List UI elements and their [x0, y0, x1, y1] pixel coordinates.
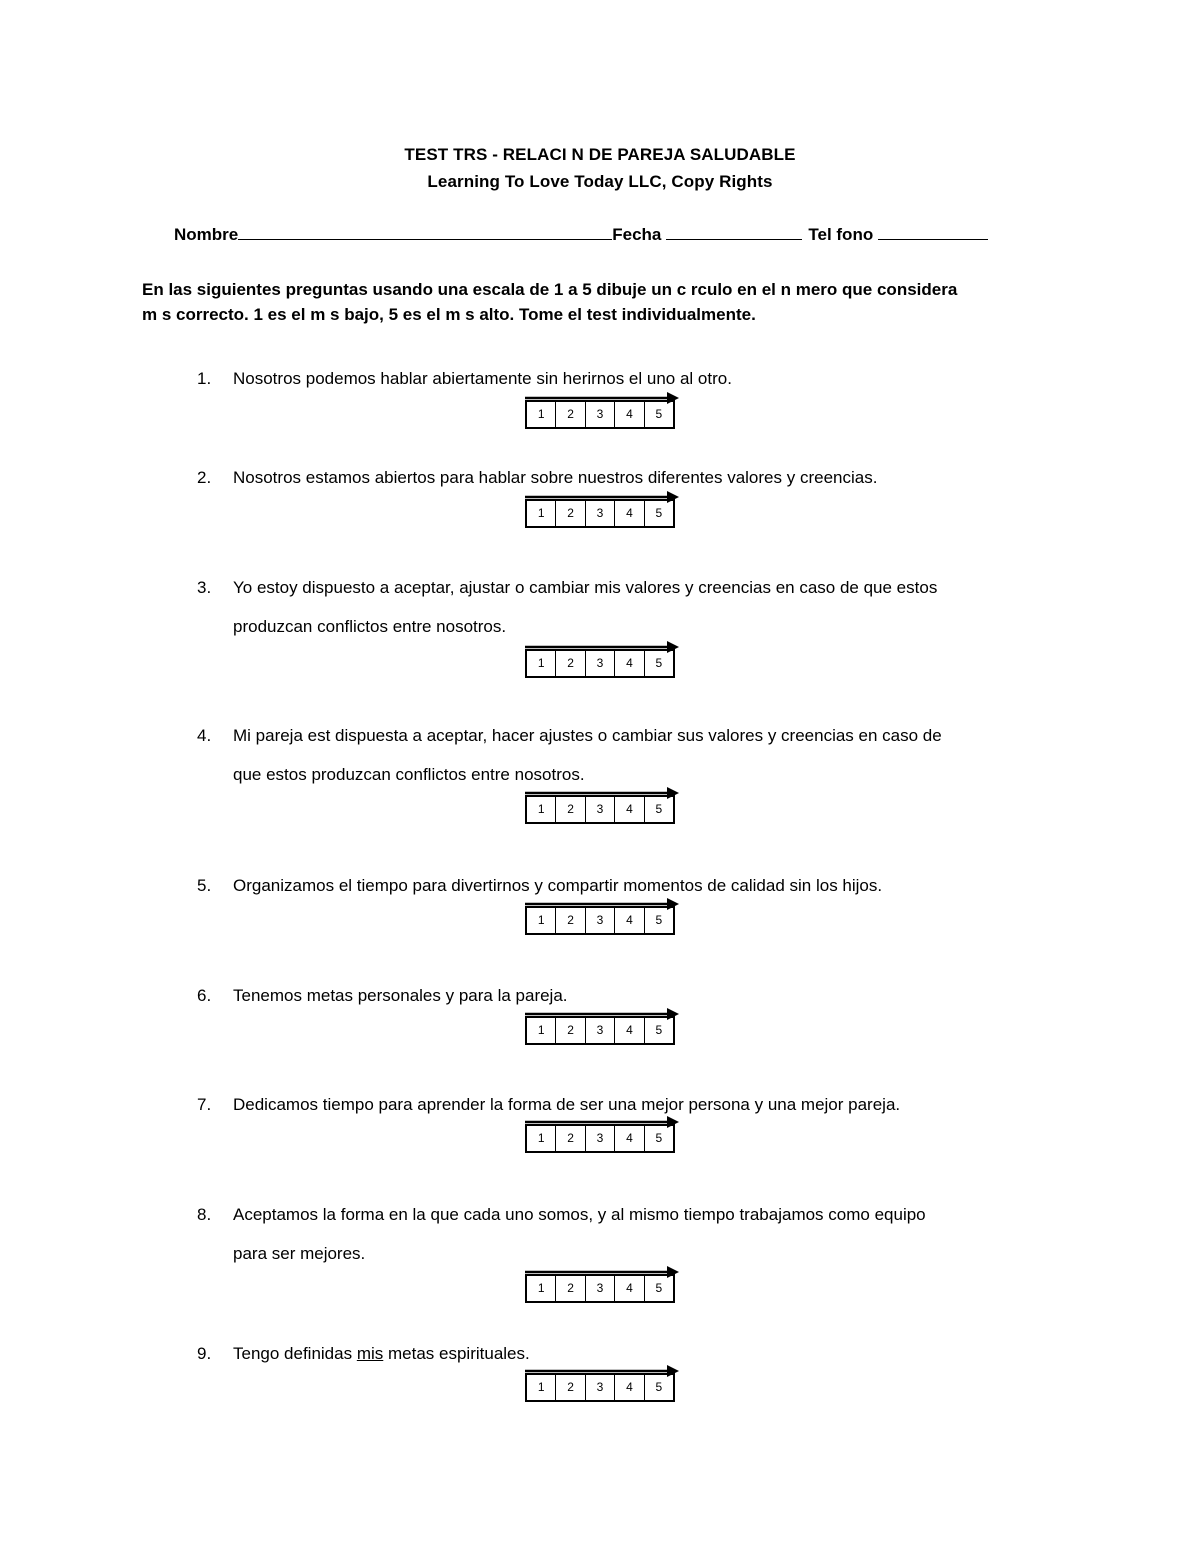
page-subtitle: Learning To Love Today LLC, Copy Rights [427, 172, 773, 191]
question-text: Nosotros podemos hablar abiertamente sin herirnos el uno al otro. [233, 369, 732, 388]
rating-option[interactable]: 2 [556, 797, 585, 822]
question-number: 4. [197, 726, 212, 745]
rating-scale [525, 491, 679, 533]
question-text: Aceptamos la forma en la que cada uno somos, y al mismo tiempo trabajamos como equipo [233, 1205, 926, 1224]
rating-option[interactable]: 3 [586, 908, 615, 933]
rating-option[interactable]: 3 [586, 1018, 615, 1043]
rating-option[interactable]: 2 [556, 1375, 585, 1400]
rating-option[interactable]: 1 [527, 402, 556, 427]
question-text-underlined: mis [356, 1344, 384, 1363]
rating-option[interactable]: 4 [615, 402, 644, 427]
rating-scale [525, 1266, 679, 1308]
rating-option[interactable]: 3 [586, 797, 615, 822]
rating-option[interactable]: 1 [527, 1276, 556, 1301]
rating-scale [525, 1008, 679, 1050]
rating-scale [525, 641, 679, 683]
question-number: 8. [197, 1205, 212, 1224]
rating-scale [525, 1116, 679, 1158]
question-text-part: Tengo definidas [233, 1344, 357, 1363]
rating-option[interactable]: 1 [527, 797, 556, 822]
rating-option[interactable]: 5 [655, 1281, 663, 1295]
instructions [142, 277, 1052, 327]
question-text-continued: que estos produzcan conflictos entre nosotros. [233, 765, 585, 784]
rating-option[interactable]: 2 [556, 1018, 585, 1043]
rating-option[interactable]: 2 [556, 501, 585, 526]
question-text: Yo estoy dispuesto a aceptar, ajustar o cambiar mis valores y creencias en caso de que estos [233, 578, 938, 597]
question-text: Nosotros estamos abiertos para hablar sobre nuestros diferentes valores y creencias. [233, 468, 878, 487]
rating-option[interactable]: 3 [586, 402, 615, 427]
rating-option[interactable]: 1 [527, 651, 556, 676]
rating-scale [525, 1365, 679, 1407]
rating-option[interactable]: 4 [615, 1276, 644, 1301]
rating-option[interactable]: 3 [586, 501, 615, 526]
rating-option[interactable]: 2 [556, 1276, 585, 1301]
rating-option[interactable]: 1 [527, 908, 556, 933]
rating-option[interactable]: 4 [615, 1018, 644, 1043]
question-text: Mi pareja est dispuesta a aceptar, hacer ajustes o cambiar sus valores y creencias en caso de [233, 726, 942, 745]
phone-label: Tel fono [808, 225, 874, 244]
rating-option[interactable]: 4 [615, 651, 644, 676]
rating-option[interactable]: 1 [527, 501, 556, 526]
question-text: Organizamos el tiempo para divertirnos y compartir momentos de calidad sin los hijos. [233, 876, 883, 895]
page-title: TEST TRS - RELACI N DE PAREJA SALUDABLE [404, 145, 796, 164]
question-number: 9. [197, 1344, 212, 1363]
rating-option[interactable]: 3 [586, 1276, 615, 1301]
rating-option[interactable]: 3 [586, 1375, 615, 1400]
rating-option[interactable]: 1 [527, 1018, 556, 1043]
info-fields [174, 224, 988, 245]
phone-field[interactable] [878, 224, 988, 240]
rating-option[interactable]: 4 [615, 797, 644, 822]
question-number: 6. [197, 986, 212, 1005]
date-label: Fecha [612, 225, 662, 244]
rating-option[interactable]: 2 [556, 651, 585, 676]
question-text-continued: produzcan conflictos entre nosotros. [233, 617, 507, 636]
rating-option[interactable]: 1 [527, 1375, 556, 1400]
rating-option[interactable]: 4 [615, 1375, 644, 1400]
rating-option[interactable]: 2 [556, 402, 585, 427]
question-text-continued: para ser mejores. [233, 1244, 366, 1263]
rating-option[interactable]: 5 [655, 656, 663, 670]
rating-option[interactable]: 5 [655, 1023, 663, 1037]
date-field[interactable] [666, 224, 802, 240]
rating-option[interactable]: 2 [556, 908, 585, 933]
rating-option[interactable]: 5 [655, 913, 663, 927]
rating-option[interactable]: 5 [655, 1131, 663, 1145]
question-text [233, 1344, 530, 1364]
question-number: 5. [197, 876, 212, 895]
rating-option[interactable]: 4 [615, 501, 644, 526]
rating-option[interactable]: 5 [655, 506, 663, 520]
question-number: 7. [197, 1095, 212, 1114]
rating-option[interactable]: 5 [655, 802, 663, 816]
rating-option[interactable]: 5 [655, 1380, 663, 1394]
question-text: Tenemos metas personales y para la pareja. [233, 986, 568, 1005]
name-field[interactable] [238, 224, 612, 240]
rating-option[interactable]: 3 [586, 1126, 615, 1151]
rating-option[interactable]: 2 [556, 1126, 585, 1151]
rating-option[interactable]: 4 [615, 908, 644, 933]
question-text: Dedicamos tiempo para aprender la forma de ser una mejor persona y una mejor pareja. [233, 1095, 901, 1114]
rating-scale [525, 392, 679, 434]
rating-option[interactable]: 5 [655, 407, 663, 421]
question-number: 3. [197, 578, 212, 597]
rating-scale [525, 898, 679, 940]
question-number: 1. [197, 369, 212, 388]
rating-scale [525, 787, 679, 829]
rating-option[interactable]: 1 [527, 1126, 556, 1151]
instructions-line-2: m s correcto. 1 es el m s bajo, 5 es el m s alto. Tome el test individualmente. [142, 305, 756, 324]
question-number: 2. [197, 468, 212, 487]
rating-option[interactable]: 3 [586, 651, 615, 676]
instructions-line-1: En las siguientes preguntas usando una escala de 1 a 5 dibuje un c rculo en el n mero que considera [142, 280, 958, 299]
rating-option[interactable]: 4 [615, 1126, 644, 1151]
question-text-part: metas espirituales. [383, 1344, 530, 1363]
name-label: Nombre [174, 225, 239, 244]
